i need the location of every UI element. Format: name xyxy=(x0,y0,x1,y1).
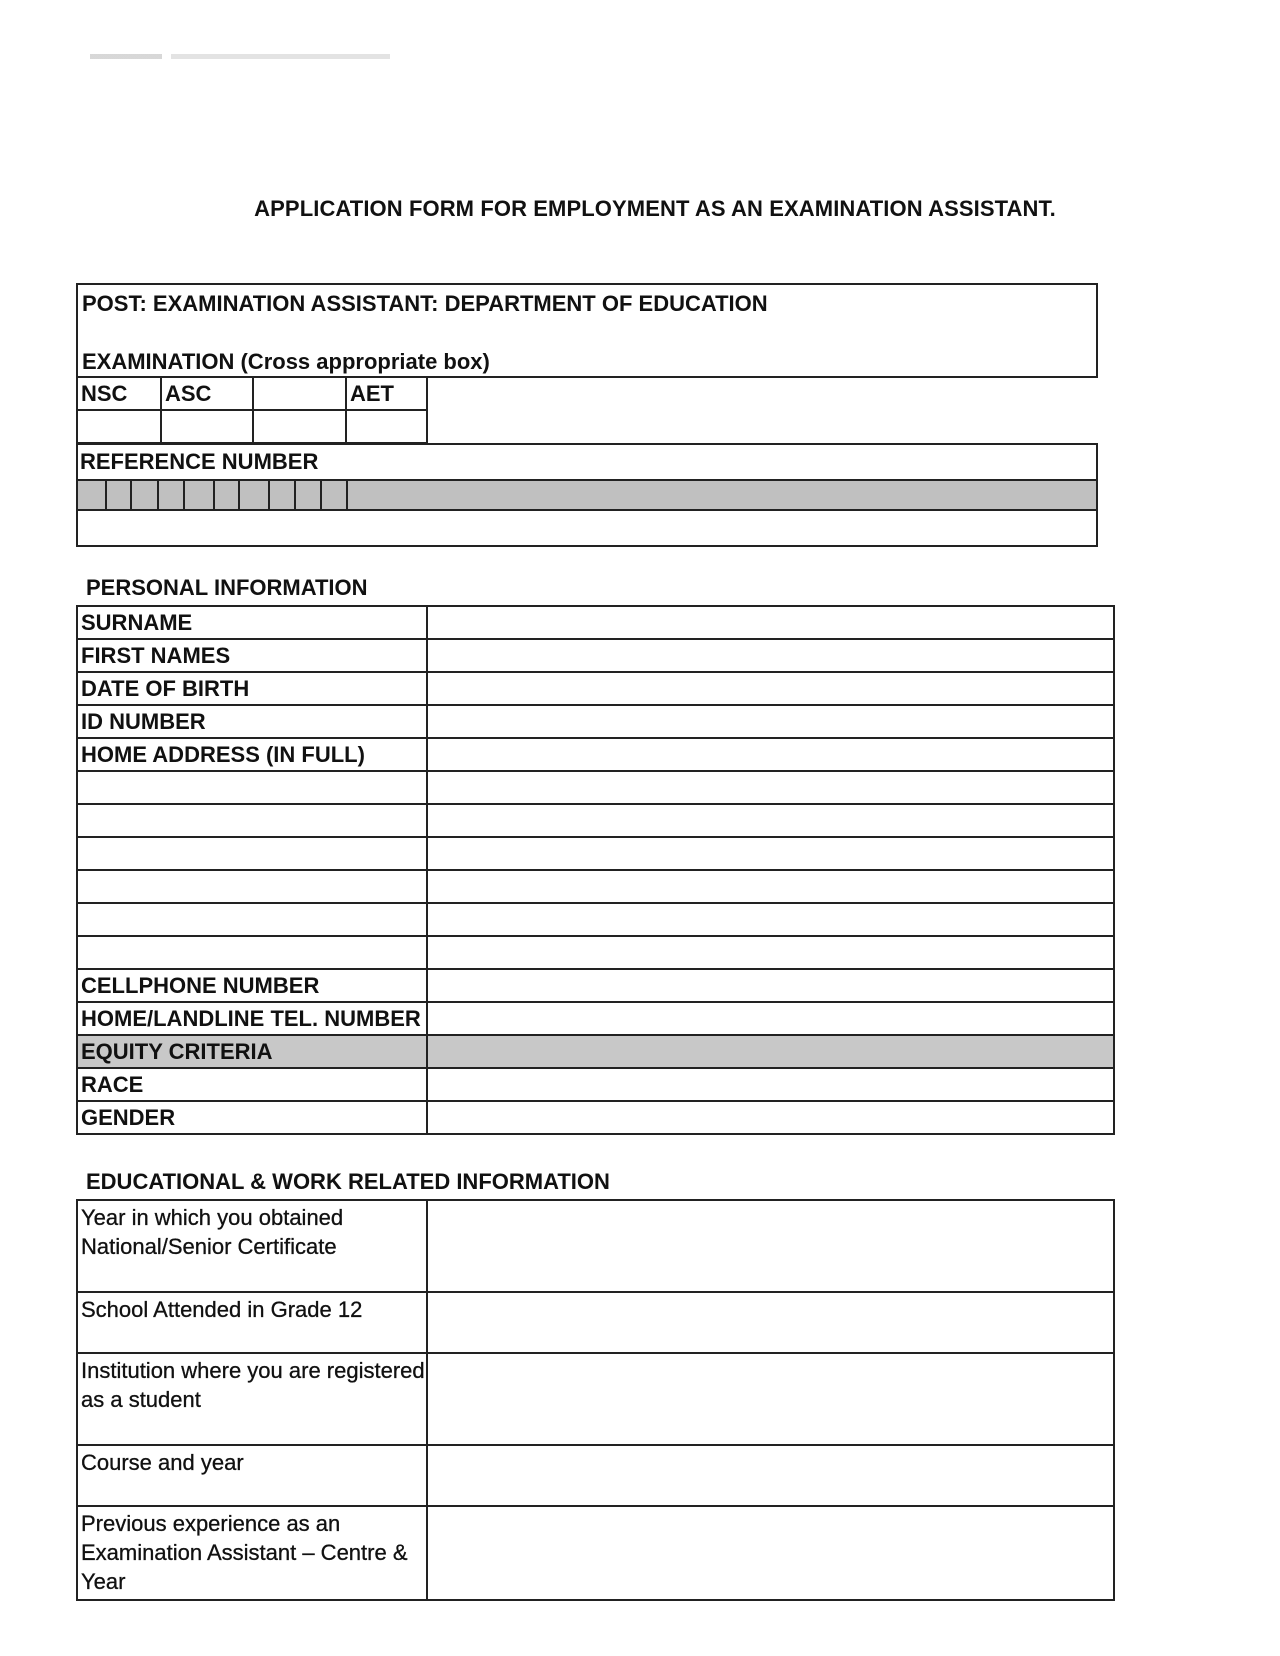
address-line-field[interactable] xyxy=(427,870,1114,903)
gender-field[interactable] xyxy=(427,1101,1114,1134)
home-address-field[interactable] xyxy=(427,738,1114,771)
surname-field[interactable] xyxy=(427,606,1114,639)
table-row xyxy=(77,1292,1114,1353)
table-row xyxy=(77,639,1114,672)
table-row xyxy=(77,738,1114,771)
cellphone-field[interactable] xyxy=(427,969,1114,1002)
first-names-field[interactable] xyxy=(427,639,1114,672)
row-label: HOME/LANDLINE TEL. NUMBER xyxy=(77,1002,427,1035)
table-row xyxy=(77,1200,1114,1292)
table-row xyxy=(77,1002,1114,1035)
reference-number-cells xyxy=(78,479,1096,511)
personal-information-table xyxy=(76,605,1115,1135)
date-of-birth-field[interactable] xyxy=(427,672,1114,705)
table-row xyxy=(77,1506,1114,1600)
address-line-field[interactable] xyxy=(427,936,1114,969)
page-title: APPLICATION FORM FOR EMPLOYMENT AS AN EXAMINATION ASSISTANT. xyxy=(254,196,1056,221)
personal-information-heading: PERSONAL INFORMATION xyxy=(86,575,368,600)
course-year-field[interactable] xyxy=(427,1445,1114,1506)
address-line-label[interactable] xyxy=(77,837,427,870)
reference-digit-box[interactable] xyxy=(238,481,270,509)
exam-option-aet-label: AET xyxy=(346,377,427,410)
race-field[interactable] xyxy=(427,1068,1114,1101)
table-row xyxy=(77,1353,1114,1445)
equity-criteria-shaded-cell xyxy=(427,1035,1114,1068)
address-line-field[interactable] xyxy=(427,903,1114,936)
reference-digit-box[interactable] xyxy=(268,481,296,509)
exam-option-aet-box[interactable] xyxy=(346,410,427,443)
post-box xyxy=(76,283,1098,378)
table-row xyxy=(77,672,1114,705)
row-label: EQUITY CRITERIA xyxy=(77,1035,427,1068)
row-label: FIRST NAMES xyxy=(77,639,427,672)
table-row xyxy=(77,1035,1114,1068)
education-heading: EDUCATIONAL & WORK RELATED INFORMATION xyxy=(86,1169,610,1194)
reference-digit-box[interactable] xyxy=(294,481,322,509)
table-row xyxy=(77,1445,1114,1506)
table-row xyxy=(77,903,1114,936)
exam-option-labels xyxy=(77,377,427,410)
row-label: School Attended in Grade 12 xyxy=(77,1292,427,1353)
row-label: Previous experience as an Examination Assistant – Centre & Year xyxy=(77,1506,427,1600)
table-row xyxy=(77,1101,1114,1134)
address-line-label[interactable] xyxy=(77,870,427,903)
row-label: GENDER xyxy=(77,1101,427,1134)
reference-digit-box[interactable] xyxy=(157,481,185,509)
table-row xyxy=(77,936,1114,969)
table-row xyxy=(77,837,1114,870)
table-row xyxy=(77,771,1114,804)
exam-option-asc-label: ASC xyxy=(161,377,253,410)
certificate-year-field[interactable] xyxy=(427,1200,1114,1292)
table-row xyxy=(77,804,1114,837)
address-line-field[interactable] xyxy=(427,837,1114,870)
table-row xyxy=(77,969,1114,1002)
reference-number-label: REFERENCE NUMBER xyxy=(80,449,319,474)
exam-option-blank-box[interactable] xyxy=(253,410,346,443)
exam-option-asc-box[interactable] xyxy=(161,410,253,443)
education-table xyxy=(76,1199,1115,1601)
faint-header-text xyxy=(90,54,390,59)
table-row xyxy=(77,1068,1114,1101)
row-label: DATE OF BIRTH xyxy=(77,672,427,705)
previous-experience-field[interactable] xyxy=(427,1506,1114,1600)
row-label: Institution where you are registered as a student xyxy=(77,1353,427,1445)
address-line-label[interactable] xyxy=(77,804,427,837)
reference-digit-box[interactable] xyxy=(320,481,348,509)
table-row xyxy=(77,606,1114,639)
examination-label: EXAMINATION (Cross appropriate box) xyxy=(82,349,490,374)
address-line-label[interactable] xyxy=(77,936,427,969)
exam-option-boxes xyxy=(77,410,427,443)
row-label: SURNAME xyxy=(77,606,427,639)
row-label: ID NUMBER xyxy=(77,705,427,738)
institution-field[interactable] xyxy=(427,1353,1114,1445)
reference-number-box xyxy=(76,443,1098,547)
row-label: Course and year xyxy=(77,1445,427,1506)
table-row xyxy=(77,705,1114,738)
row-label: Year in which you obtained National/Senior Certificate xyxy=(77,1200,427,1292)
exam-option-nsc-box[interactable] xyxy=(77,410,161,443)
post-label: POST: EXAMINATION ASSISTANT: DEPARTMENT OF EDUCATION xyxy=(82,291,768,316)
landline-field[interactable] xyxy=(427,1002,1114,1035)
school-grade12-field[interactable] xyxy=(427,1292,1114,1353)
row-label: RACE xyxy=(77,1068,427,1101)
address-line-field[interactable] xyxy=(427,771,1114,804)
examination-options-table xyxy=(76,376,428,444)
table-row xyxy=(77,870,1114,903)
reference-digit-box[interactable] xyxy=(78,481,107,509)
address-line-label[interactable] xyxy=(77,771,427,804)
row-label: HOME ADDRESS (IN FULL) xyxy=(77,738,427,771)
exam-option-nsc-label: NSC xyxy=(77,377,161,410)
exam-option-blank-label xyxy=(253,377,346,410)
address-line-field[interactable] xyxy=(427,804,1114,837)
row-label: CELLPHONE NUMBER xyxy=(77,969,427,1002)
reference-digit-box[interactable] xyxy=(183,481,215,509)
id-number-field[interactable] xyxy=(427,705,1114,738)
reference-digit-box[interactable] xyxy=(130,481,159,509)
reference-digit-box[interactable] xyxy=(213,481,240,509)
reference-digit-box[interactable] xyxy=(105,481,132,509)
address-line-label[interactable] xyxy=(77,903,427,936)
